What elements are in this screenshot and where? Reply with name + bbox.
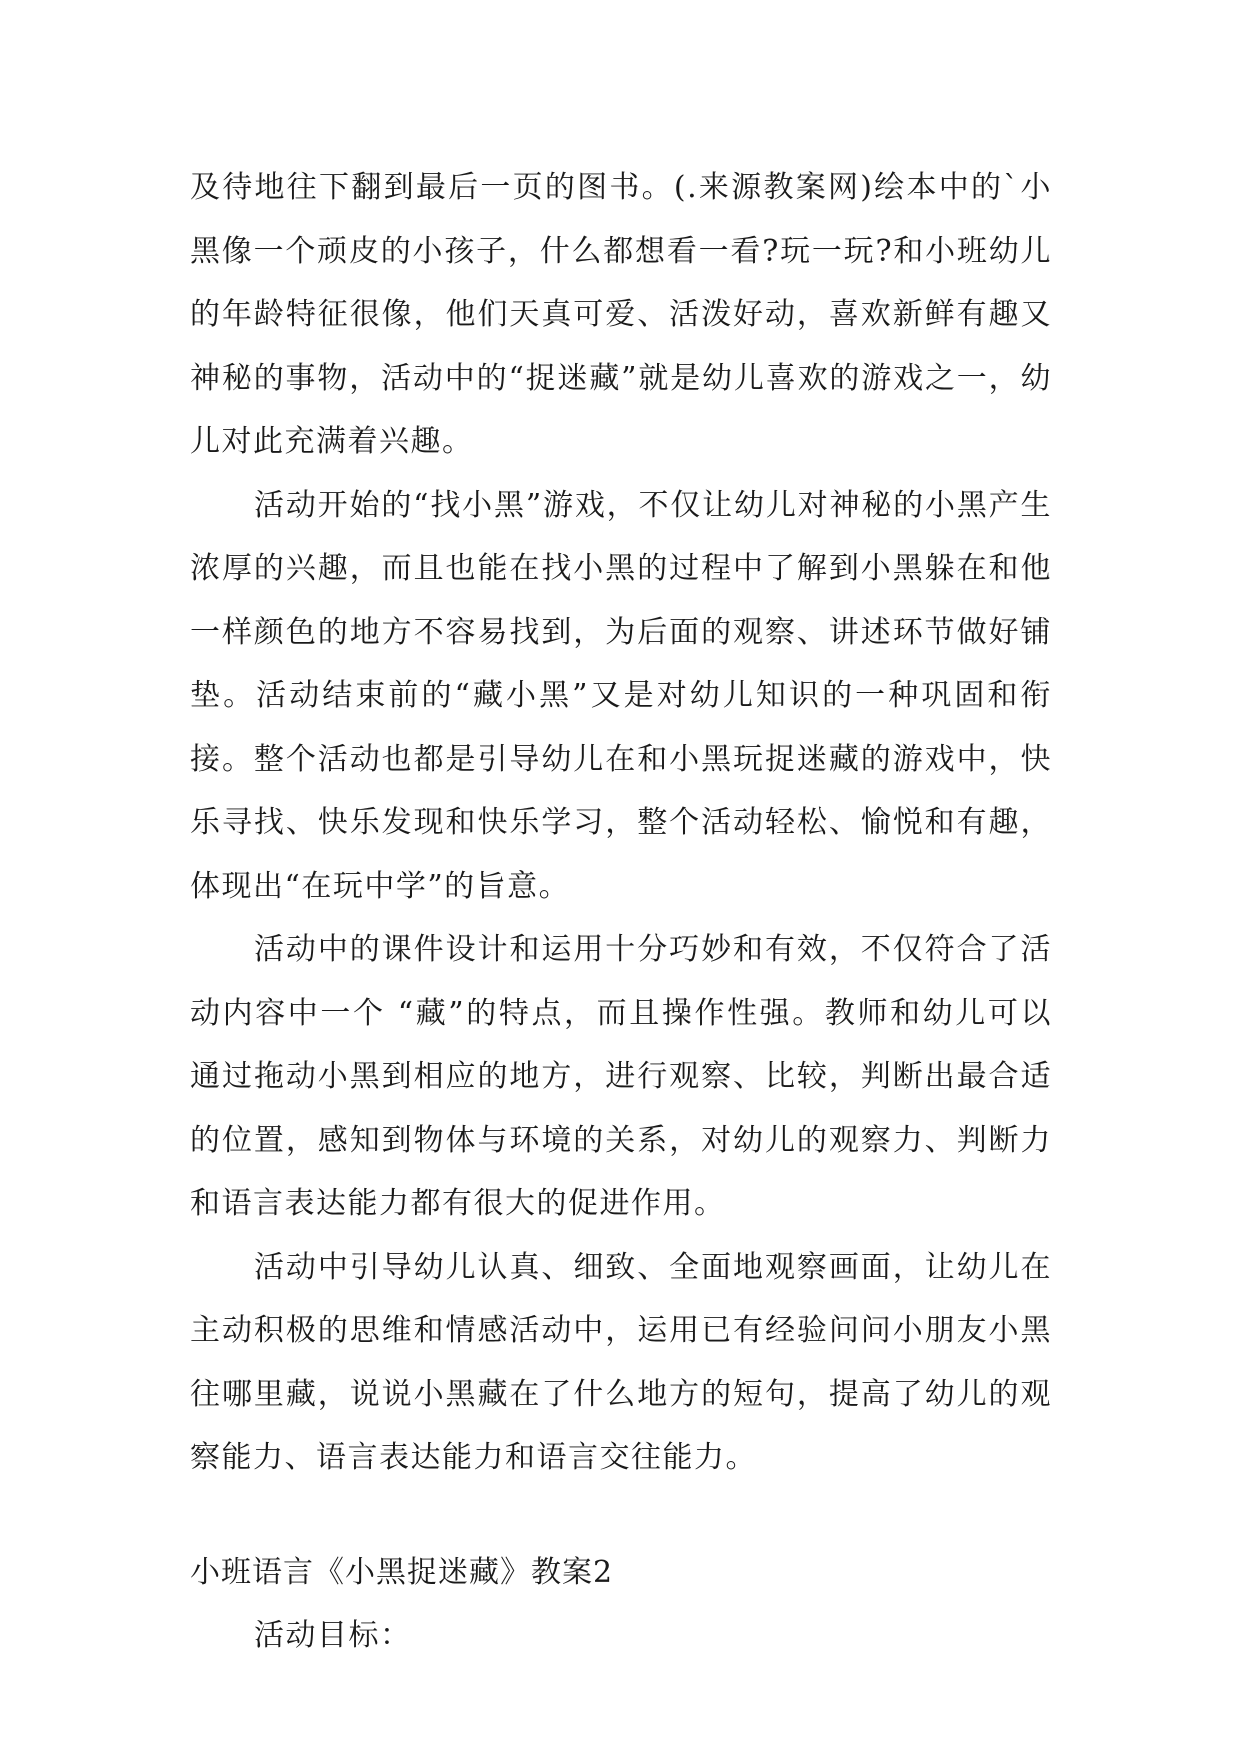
paragraph-courseware: 活动中的课件设计和运用十分巧妙和有效，不仅符合了活动内容中一个 “藏”的特点，而且操作性强。教师和幼儿可以通过拖动小黑到相应的地方，进行观察、比较，判断出最合适的位置，感知到物体与环境的关系，对幼儿的观察力、判断力和语言表达能力都有很大的促进作用。 xyxy=(190,932,1052,1221)
paragraph-continuation: 及待地往下翻到最后一页的图书。(.来源教案网)绘本中的`小黑像一个顽皮的小孩子，什么都想看一看?玩一玩?和小班幼儿的年龄特征很像，他们天真可爱、活泼好动，喜欢新鲜有趣又神秘的事物，活动中的“捉迷藏”就是幼儿喜欢的游戏之一，幼儿对此充满着兴趣。 xyxy=(190,170,1052,459)
paragraph-observation: 活动中引导幼儿认真、细致、全面地观察画面，让幼儿在主动积极的思维和情感活动中，运用已有经验问问小朋友小黑往哪里藏，说说小黑藏在了什么地方的短句，提高了幼儿的观察能力、语言表达能力和语言交往能力。 xyxy=(190,1249,1052,1475)
section-title: 小班语言《小黑捉迷藏》教案2 xyxy=(190,1554,614,1590)
paragraph-find-xiaohei: 活动开始的“找小黑”游戏，不仅让幼儿对神秘的小黑产生浓厚的兴趣，而且也能在找小黑的过程中了解到小黑躲在和他一样颜色的地方不容易找到，为后面的观察、讲述环节做好铺垫。活动结束前的“藏小黑”又是对幼儿知识的一种巩固和衔接。整个活动也都是引导幼儿在和小黑玩捉迷藏的游戏中，快乐寻找、快乐发现和快乐学习，整个活动轻松、愉悦和有趣，体现出“在玩中学”的旨意。 xyxy=(190,487,1052,904)
activity-goals-heading: 活动目标： xyxy=(254,1618,412,1653)
document-body xyxy=(190,156,1052,1668)
